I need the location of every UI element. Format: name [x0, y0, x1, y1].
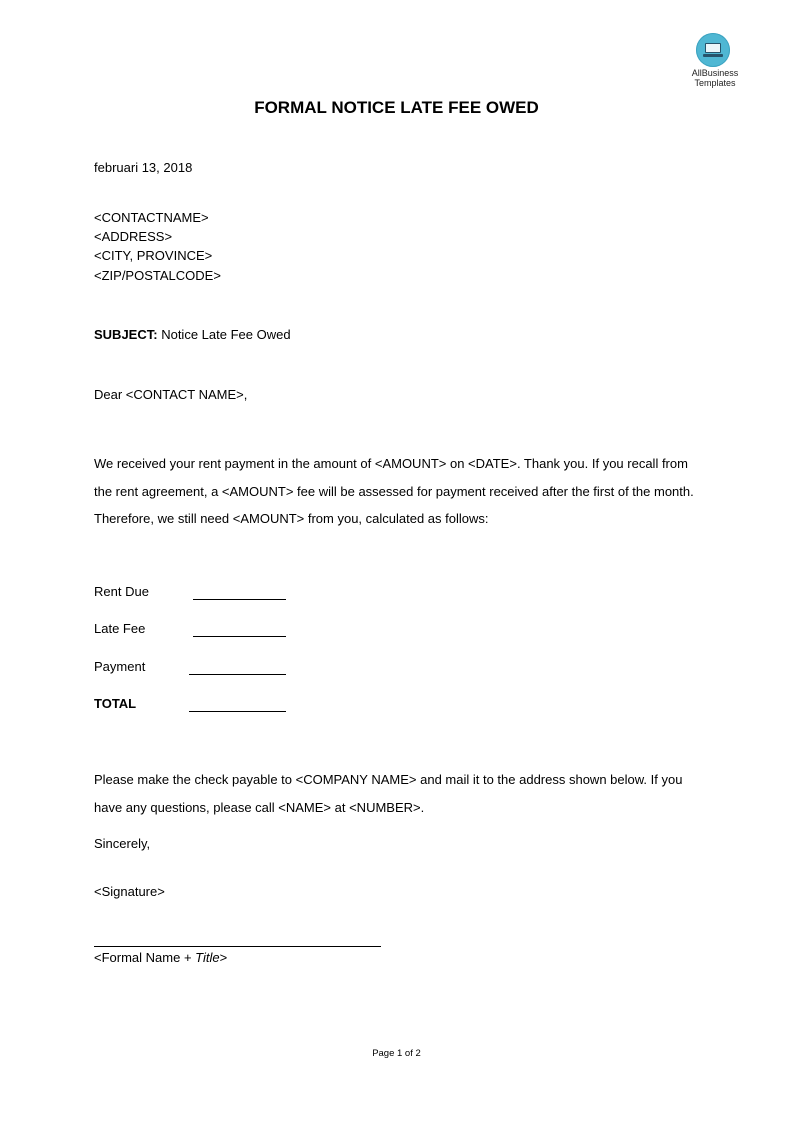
brand-name: [676, 68, 754, 88]
letter-date: februari 13, 2018: [94, 160, 193, 175]
document-title: FORMAL NOTICE LATE FEE OWED: [254, 98, 539, 117]
total-blank-line: [189, 711, 286, 712]
sign-off: Sincerely,: [94, 836, 151, 851]
address-contact: <CONTACTNAME>: [94, 210, 209, 225]
payment-blank-line: [189, 674, 286, 675]
rent-due-label: Rent Due: [94, 584, 149, 599]
allbusiness-logo-icon: [696, 33, 730, 67]
greeting: Dear <CONTACT NAME>,: [94, 387, 248, 402]
subject-text: Notice Late Fee Owed: [161, 327, 291, 342]
formal-name-title: Title: [195, 950, 220, 965]
formal-name-text: <Formal Name +: [94, 950, 196, 965]
late-fee-blank-line: [193, 636, 286, 637]
rent-due-blank-line: [193, 599, 286, 600]
address-zip: <ZIP/POSTALCODE>: [94, 268, 221, 283]
address-street: <ADDRESS>: [94, 229, 173, 244]
closing-paragraph: Please make the check payable to <COMPANY NAME> and mail it to the address shown below. If you have any questions, please call <NAME> at <NUMBER>.: [94, 772, 683, 815]
late-fee-label: Late Fee: [94, 621, 146, 636]
subject-label: SUBJECT:: [94, 327, 158, 342]
laptop-base-icon: [703, 54, 723, 57]
brand-line-1: AllBusiness: [691, 68, 739, 78]
laptop-icon: [705, 43, 721, 53]
formal-name-close: >: [219, 950, 228, 965]
page-number: Page 1 of 2: [372, 1048, 421, 1059]
formal-name-line: [94, 948, 227, 967]
brand-line-2: Templates: [694, 78, 736, 88]
body-paragraph: We received your rent payment in the amount of <AMOUNT> on <DATE>. Thank you. If you recall from the rent agreement, a <AMOUNT> fee will be assessed for payment received after the first of the month. Therefore, we still need <AMOUNT> from you, calculated as follows:: [94, 456, 694, 526]
signature-placeholder: <Signature>: [94, 884, 165, 899]
signature-line: [94, 946, 381, 947]
address-city: <CITY, PROVINCE>: [94, 248, 213, 263]
subject-line: [94, 325, 291, 344]
total-label: TOTAL: [94, 696, 137, 711]
payment-label: Payment: [94, 659, 146, 674]
